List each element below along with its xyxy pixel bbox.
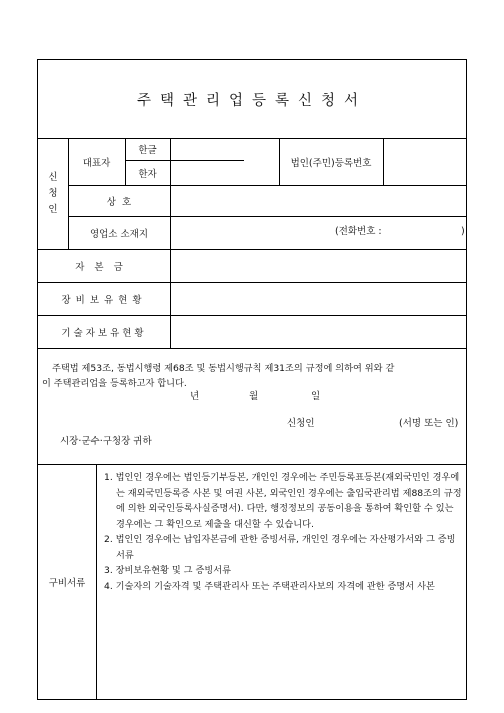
- phone-label: (전화번호 :: [335, 226, 382, 237]
- corp-reg-no-field[interactable]: [384, 138, 466, 185]
- equipment-label: 장비보유현황: [61, 294, 147, 306]
- required-doc-item: 3. 장비보유현황 및 그 증빙서류: [104, 565, 231, 576]
- application-form: [37, 59, 467, 700]
- applicant-label: 신 청 인: [48, 171, 58, 215]
- title-row: [38, 60, 466, 139]
- required-doc-item: 4. 기술자의 기술자격 및 주택관리사 또는 주택관리사보의 자격에 관한 증명서 사본: [104, 580, 435, 592]
- date-year: 년: [190, 391, 200, 402]
- hanja-label: 한자: [138, 168, 157, 180]
- phone-close: ): [461, 226, 465, 237]
- technician-field[interactable]: [171, 315, 466, 348]
- trade-name-field[interactable]: [171, 185, 466, 216]
- capital-field[interactable]: [171, 249, 466, 282]
- representative-hanja-name-field[interactable]: [171, 160, 278, 185]
- technician-label: 기술자보유현황: [61, 327, 147, 339]
- statement-line-1: 주택법 제53조, 동법시행령 제68조 및 동법시행규칙 제31조의 규정에 의하여 위와 같: [52, 363, 395, 374]
- representative-label: 대표자: [82, 157, 111, 169]
- required-doc-item: 1. 법인인 경우에는 법인등기부등본, 개인인 경우에는 주민등록표등본(재외국민인 경우에는 재외국민등록증 사본 및 여권 사본, 외국인인 경우에는 출입국관리법 제88조의 규정에 의한 외국인등록사실증명서). 다만, 행정정보의 공동이용을 통하여 확인할 수 있는 경우에는 그 확인으로 제출을 대신할 수 있습니다.: [104, 472, 462, 530]
- korean-label: 한글: [138, 145, 157, 156]
- required-doc-item: 2. 법인인 경우에는 납입자본금에 관한 증빙서류, 개인인 경우에는 자산평가서와 그 증빙서류: [104, 534, 456, 561]
- required-docs-label: 구비서류: [48, 577, 86, 589]
- representative-korean-name-field[interactable]: [171, 138, 278, 160]
- sign-note: (서명 또는 인): [399, 418, 459, 429]
- date-month: 월: [249, 391, 259, 402]
- equipment-field[interactable]: [171, 282, 466, 315]
- date-day: 일: [311, 391, 321, 402]
- corp-reg-no-label: 법인(주민)등록번호: [290, 157, 372, 169]
- addressee: 시장·군수·구청장 귀하: [60, 436, 152, 447]
- required-docs-list: [104, 470, 464, 594]
- applicant-sign-label: 신청인: [287, 418, 315, 429]
- statement-line-2: 이 주택관리업을 등록하고자 합니다.: [42, 378, 187, 389]
- form-title: 주택관리업등록신청서: [136, 92, 368, 109]
- office-address-label: 영업소 소재지: [89, 228, 149, 240]
- trade-name-label: 상 호: [106, 196, 132, 208]
- capital-label: 자본금: [75, 261, 133, 273]
